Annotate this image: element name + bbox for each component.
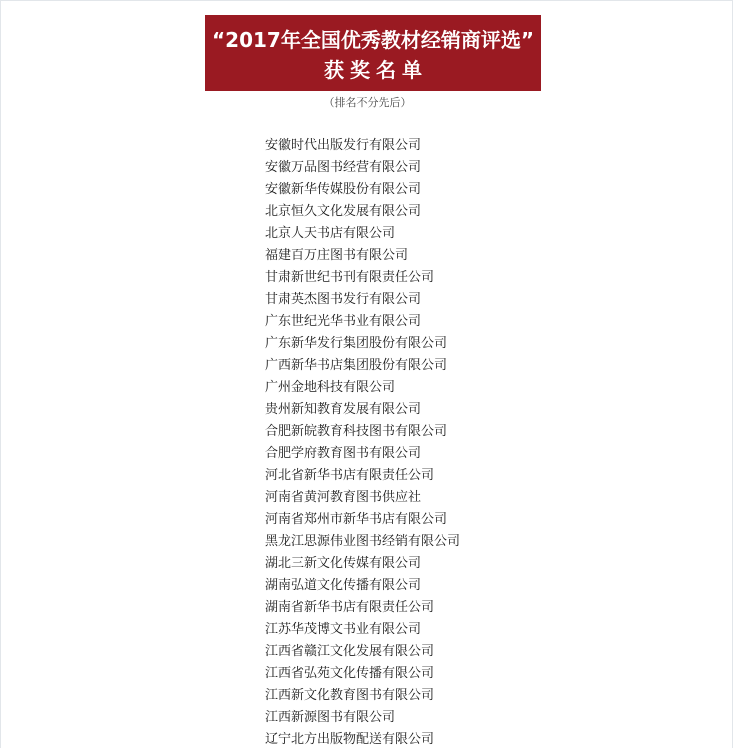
company-list-item: 江西新源图书有限公司	[265, 710, 396, 725]
company-list-item: 甘肃新世纪书刊有限责任公司	[265, 270, 435, 285]
title-banner	[205, 15, 541, 91]
company-list-item: 湖北三新文化传媒有限公司	[265, 556, 422, 571]
company-list-item: 黑龙江思源伟业图书经销有限公司	[265, 534, 461, 549]
company-list-item: 安徽万品图书经营有限公司	[265, 160, 422, 175]
company-list-item: 广西新华书店集团股份有限公司	[265, 358, 448, 373]
company-list-item: 江西省弘苑文化传播有限公司	[265, 666, 435, 681]
company-list-item: 江苏华茂博文书业有限公司	[265, 622, 422, 637]
banner-title: “2017年全国优秀教材经销商评选”	[212, 28, 534, 52]
company-list-item: 河北省新华书店有限责任公司	[265, 468, 435, 483]
banner-subtitle: 获奖名单	[324, 58, 428, 82]
company-list-item: 北京人天书店有限公司	[265, 226, 396, 241]
company-list-item: 江西新文化教育图书有限公司	[265, 688, 435, 703]
company-list-item: 河南省郑州市新华书店有限公司	[265, 512, 448, 527]
company-list-item: 广东新华发行集团股份有限公司	[265, 336, 448, 351]
company-list-item: 贵州新知教育发展有限公司	[265, 402, 422, 417]
company-list-item: 江西省赣江文化发展有限公司	[265, 644, 435, 659]
company-list-item: 辽宁北方出版物配送有限公司	[265, 732, 435, 747]
company-list-item: 合肥学府教育图书有限公司	[265, 446, 422, 461]
company-list-item: 河南省黄河教育图书供应社	[265, 490, 422, 505]
company-list-item: 安徽新华传媒股份有限公司	[265, 182, 422, 197]
company-list-item: 合肥新皖教育科技图书有限公司	[265, 424, 448, 439]
company-list-item: 北京恒久文化发展有限公司	[265, 204, 422, 219]
company-list-item: 湖南弘道文化传播有限公司	[265, 578, 422, 593]
company-list-item: 广州金地科技有限公司	[265, 380, 396, 395]
company-list-item: 安徽时代出版发行有限公司	[265, 138, 422, 153]
ranking-note: （排名不分先后）	[323, 96, 412, 109]
company-list	[265, 135, 460, 751]
company-list-item: 福建百万庄图书有限公司	[265, 248, 409, 263]
company-list-item: 广东世纪光华书业有限公司	[265, 314, 422, 329]
company-list-item: 湖南省新华书店有限责任公司	[265, 600, 435, 615]
company-list-item: 甘肃英杰图书发行有限公司	[265, 292, 422, 307]
